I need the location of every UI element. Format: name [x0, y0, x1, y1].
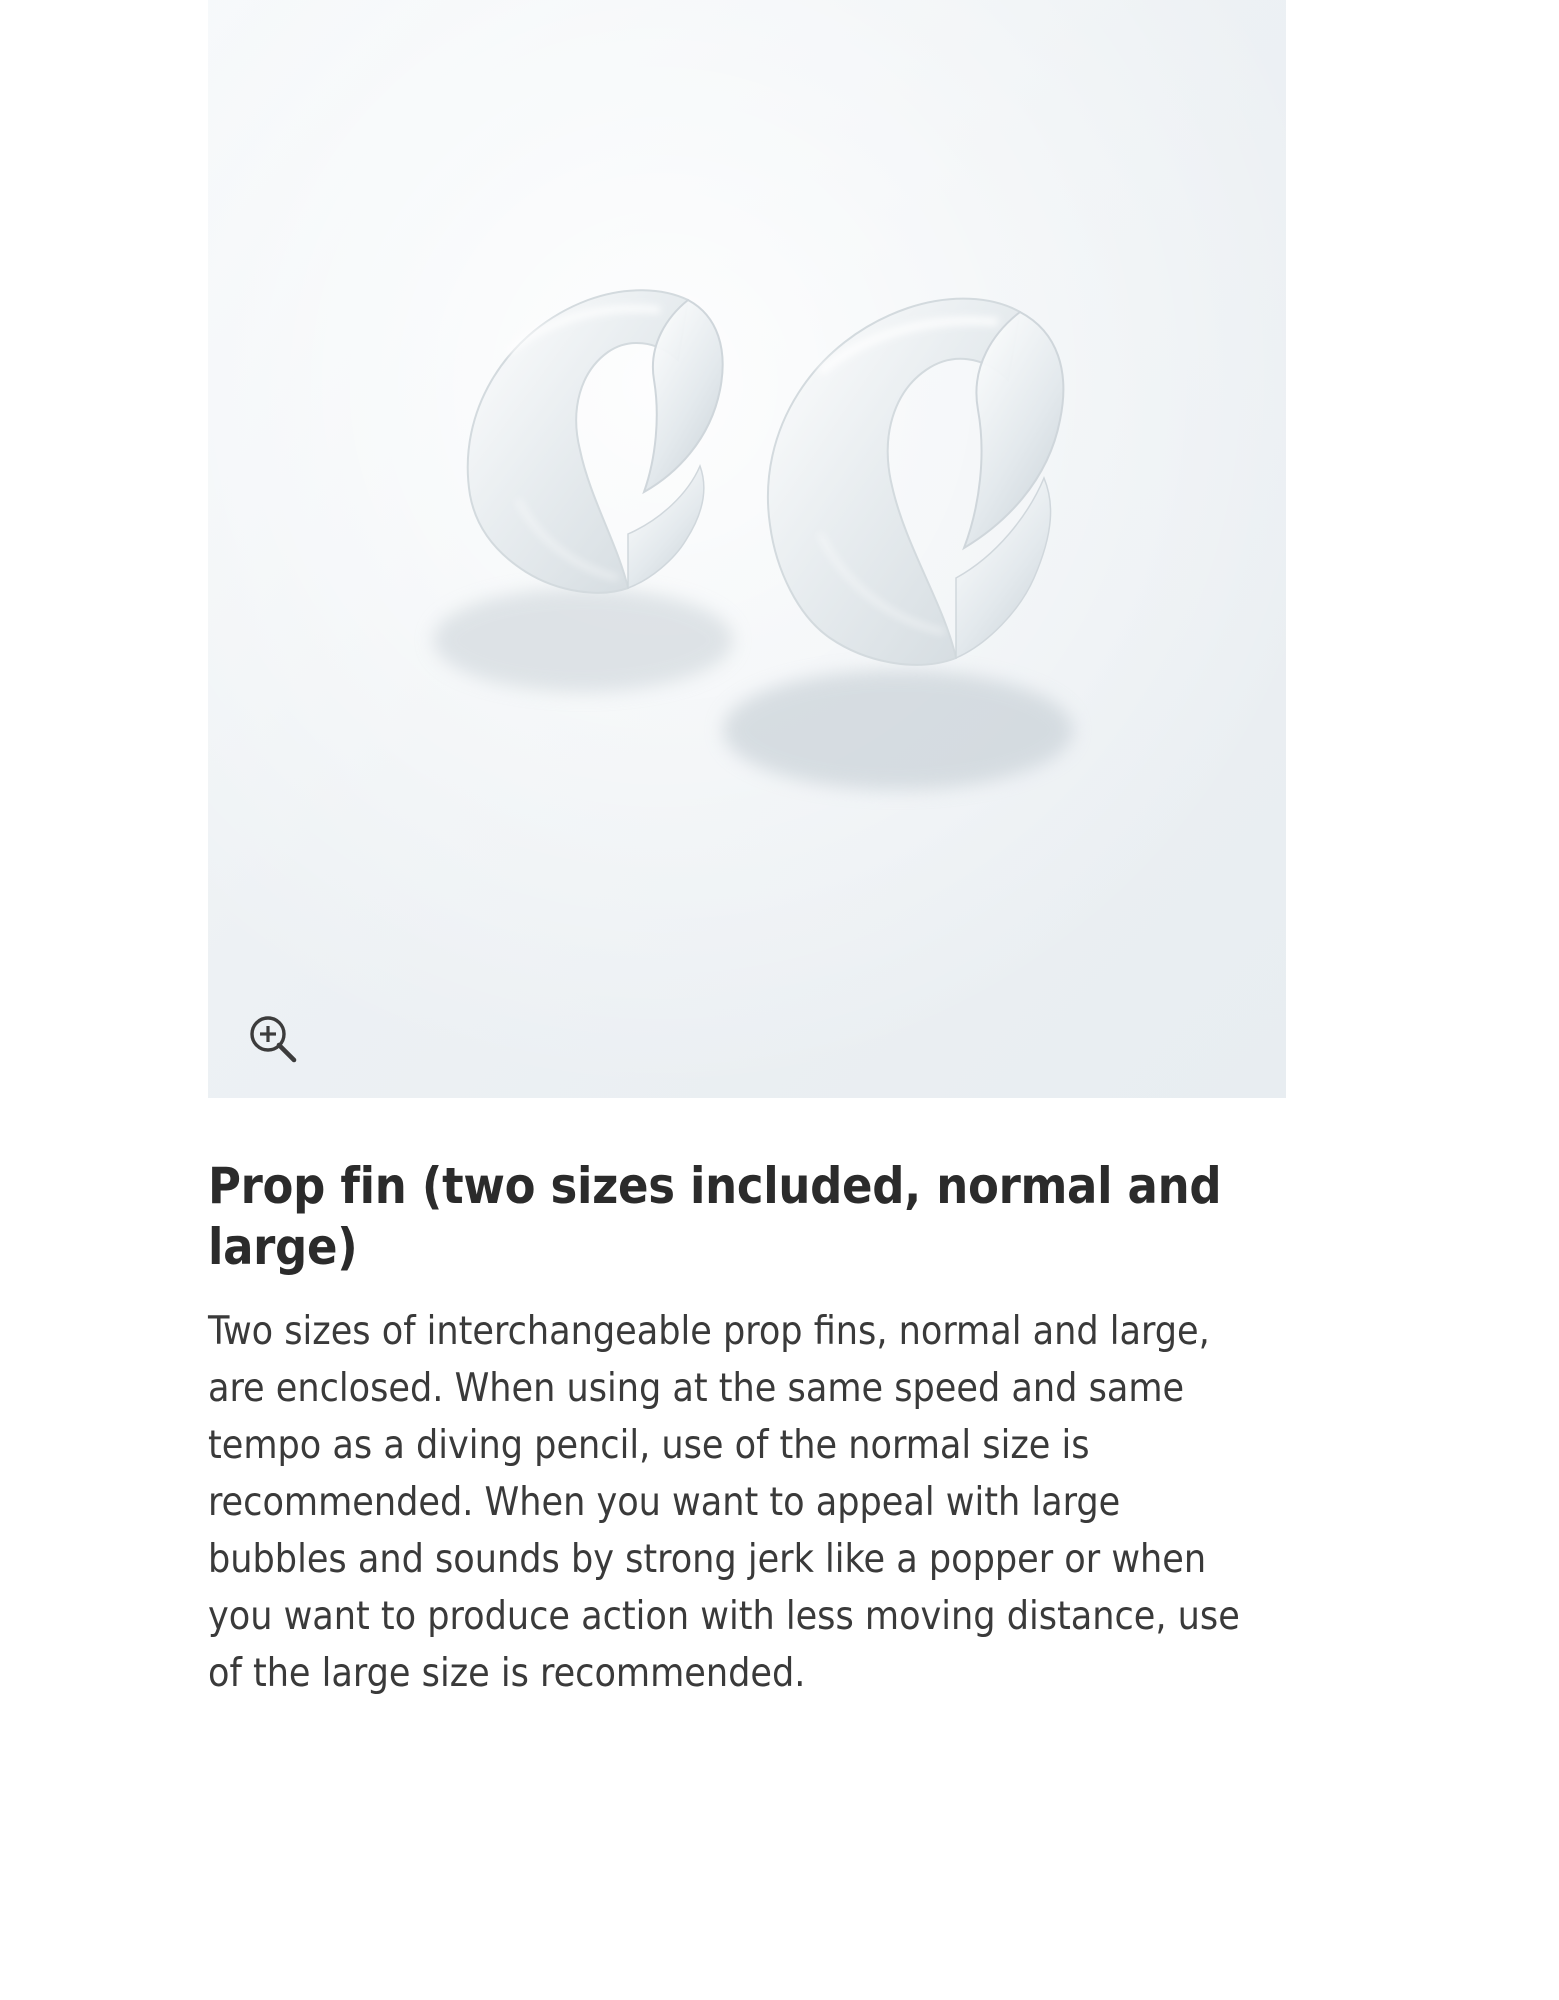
prop-fin-photo: [208, 0, 1286, 1098]
product-content: [208, 0, 1286, 1703]
magnifier-plus-icon[interactable]: [244, 1010, 300, 1066]
product-image[interactable]: [208, 0, 1286, 1098]
product-text: [208, 1098, 1286, 1703]
product-title: Prop fin (two sizes included, normal and large): [208, 1157, 1222, 1276]
product-description: Two sizes of interchangeable prop fins, normal and large, are enclosed. When using at the same speed and same tempo as a diving pencil, use of the normal size is recommended. When you want to appeal with large bubbles and sounds by strong jerk like a popper or when you want to produce action with less moving distance, use of the large size is recommended.: [208, 1309, 1240, 1696]
